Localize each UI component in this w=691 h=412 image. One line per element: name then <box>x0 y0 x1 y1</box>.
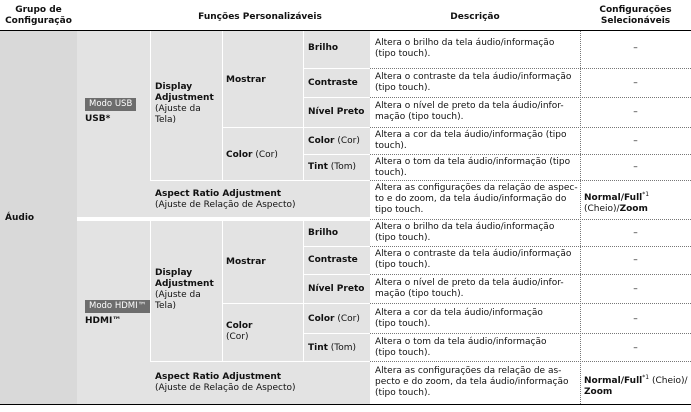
header-group: Grupo de Configuração <box>5 5 72 26</box>
usb-setting-nivel-preto: – <box>633 107 638 117</box>
hdmi-desc-color: Altera a cor da tela áudio/informação (tipo touch). <box>375 308 543 329</box>
row-separator <box>370 127 691 128</box>
usb-desc-color: Altera a cor da tela áudio/informação (tipo touch). <box>375 130 567 151</box>
grid-vline <box>222 221 223 361</box>
hdmi-item-brilho: Brilho <box>308 228 339 238</box>
grid-line <box>303 274 370 275</box>
hdmi-item-contraste: Contraste <box>308 255 358 265</box>
hdmi-setting-tint: – <box>633 343 638 353</box>
row-separator <box>370 333 691 334</box>
hdmi-display-adjustment: Display Adjustment (Ajuste da Tela) <box>155 268 214 311</box>
hdmi-item-color: Color (Cor) <box>308 314 360 324</box>
usb-desc-contraste: Altera o contraste da tela áudio/informação (tipo touch). <box>375 72 572 93</box>
grid-line <box>222 303 370 304</box>
header-functions: Funções Personalizáveis <box>198 12 322 22</box>
usb-setting-contraste: – <box>633 78 638 88</box>
usb-desc-nivel-preto: Altera o nível de preto da tela áudio/infor- mação (tipo touch). <box>375 101 564 122</box>
hdmi-item-nivel-preto: Nível Preto <box>308 284 365 294</box>
grid-vline <box>150 31 151 180</box>
grid-line <box>150 361 370 362</box>
row-separator <box>370 97 691 98</box>
column-separator <box>580 31 581 404</box>
hdmi-color-group: Color (Cor) <box>226 321 253 342</box>
usb-mostrar: Mostrar <box>226 75 266 85</box>
hdmi-mostrar: Mostrar <box>226 257 266 267</box>
hdmi-desc-nivel-preto: Altera o nível de preto da tela áudio/infor- mação (tipo touch). <box>375 278 564 299</box>
header-description: Descrição <box>450 12 500 22</box>
grid-line <box>222 127 370 128</box>
usb-item-tint: Tint (Tom) <box>308 162 357 172</box>
row-separator <box>370 361 691 362</box>
grid-line <box>303 333 370 334</box>
usb-setting-color: – <box>633 136 638 146</box>
grid-line <box>150 180 370 181</box>
usb-aspect-ratio: Aspect Ratio Adjustment (Ajuste de Relação de Aspecto) <box>155 189 296 210</box>
grid-line <box>303 246 370 247</box>
usb-label: USB* <box>85 114 111 124</box>
header-settings: Configurações Selecionáveis <box>599 5 672 26</box>
row-separator <box>370 274 691 275</box>
row-separator <box>370 246 691 247</box>
hdmi-setting-nivel-preto: – <box>633 284 638 294</box>
usb-setting-tint: – <box>633 162 638 172</box>
hdmi-mode-badge: Modo HDMI™ <box>85 300 150 313</box>
usb-item-contraste: Contraste <box>308 78 358 88</box>
header-rule <box>0 30 691 31</box>
row-separator <box>370 154 691 155</box>
grid-line <box>303 154 370 155</box>
usb-setting-brilho: – <box>633 43 638 53</box>
footer-rule <box>0 404 691 405</box>
usb-aspect-setting: Normal/Full$^{*1}$ (Cheio)/Zoom <box>584 191 650 214</box>
hdmi-desc-tint: Altera o tom da tela áudio/informação (tipo touch). <box>375 337 547 358</box>
grid-vline <box>303 221 304 361</box>
row-separator <box>370 219 691 220</box>
row-separator <box>370 180 691 181</box>
usb-color-group: Color (Cor) <box>226 150 278 160</box>
hdmi-setting-color: – <box>633 314 638 324</box>
hdmi-setting-contraste: – <box>633 255 638 265</box>
usb-mode-badge: Modo USB <box>85 98 136 111</box>
grid-vline <box>150 221 151 361</box>
row-separator <box>370 68 691 69</box>
usb-item-nivel-preto: Nível Preto <box>308 107 365 117</box>
hdmi-setting-brilho: – <box>633 228 638 238</box>
usb-desc-tint: Altera o tom da tela áudio/informação (tipo touch). <box>375 157 571 178</box>
row-separator <box>370 303 691 304</box>
grid-vline <box>222 31 223 180</box>
hdmi-aspect-ratio: Aspect Ratio Adjustment (Ajuste de Relação de Aspecto) <box>155 372 296 393</box>
hdmi-aspect-desc: Altera as configurações da relação de as- pecto e do zoom, da tela áudio/informação (tipo touch). <box>375 366 569 398</box>
usb-aspect-desc: Altera as configurações da relação de aspec- to e do zoom, da tela áudio/informação do tipo touch. <box>375 183 578 215</box>
group-audio: Áudio <box>5 213 35 223</box>
grid-line <box>303 97 370 98</box>
section-divider <box>77 217 370 221</box>
hdmi-item-tint: Tint (Tom) <box>308 343 357 353</box>
hdmi-desc-contraste: Altera o contraste da tela áudio/informação (tipo touch). <box>375 249 572 270</box>
hdmi-label: HDMI™ <box>85 316 122 326</box>
hdmi-desc-brilho: Altera o brilho da tela áudio/informação (tipo touch). <box>375 222 555 243</box>
usb-desc-brilho: Altera o brilho da tela áudio/informação (tipo touch). <box>375 38 555 59</box>
grid-line <box>303 68 370 69</box>
grid-vline <box>303 31 304 180</box>
usb-item-color: Color (Cor) <box>308 136 360 146</box>
usb-item-brilho: Brilho <box>308 43 339 53</box>
usb-display-adjustment: Display Adjustment (Ajuste da Tela) <box>155 82 214 125</box>
hdmi-aspect-setting: Normal/Full$^{*1}$ (Cheio)/ Zoom <box>584 374 688 397</box>
